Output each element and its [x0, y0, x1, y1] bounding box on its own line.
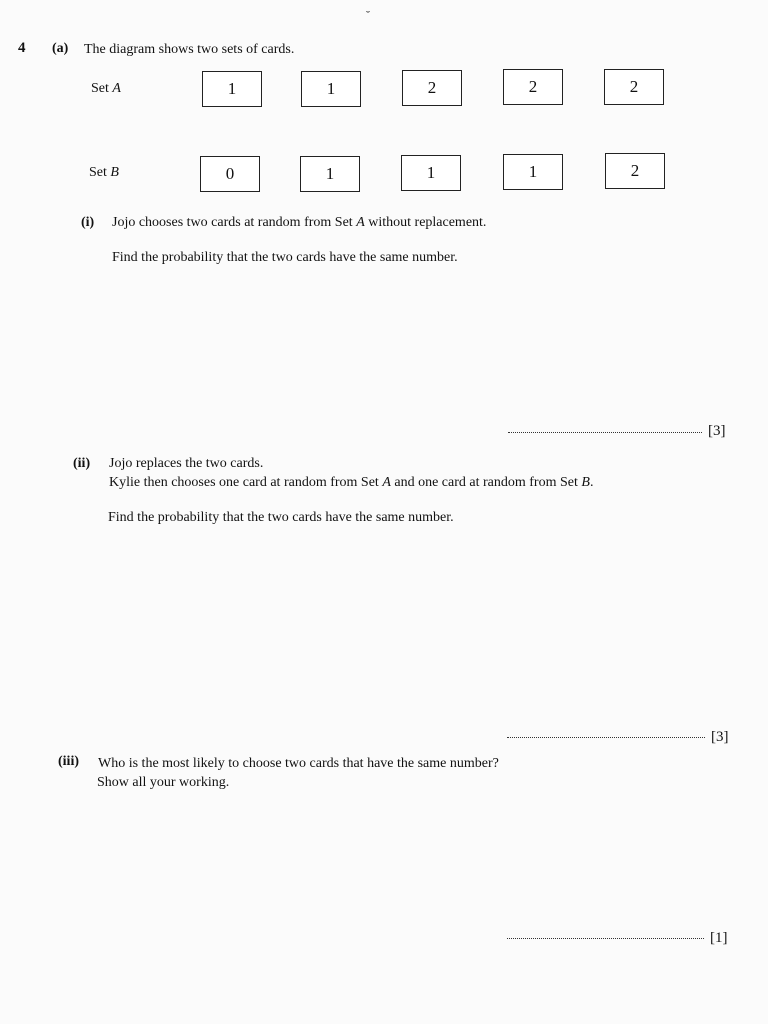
- set-b-card-2: 1: [300, 156, 360, 192]
- part-ii-marks: [3]: [711, 729, 729, 745]
- part-iii-instruction: Show all your working.: [97, 775, 230, 790]
- set-variable: B: [581, 475, 590, 490]
- part-iii-marks: [1]: [710, 930, 728, 946]
- set-label-prefix: Set: [91, 81, 113, 96]
- set-b-card-4: 1: [503, 154, 563, 190]
- text-segment: Kylie then chooses one card at random from Set: [109, 475, 383, 490]
- text-segment: .: [589, 475, 594, 490]
- part-ii-label: (ii): [73, 456, 91, 471]
- set-variable: A: [382, 475, 391, 490]
- question-intro: The diagram shows two sets of cards.: [84, 42, 295, 57]
- set-a-card-1: 1: [202, 71, 262, 107]
- set-a-card-4: 2: [503, 69, 563, 105]
- question-number: 4: [18, 40, 26, 56]
- part-ii-instruction: Find the probability that the two cards have the same number.: [108, 510, 454, 525]
- answer-line-ii[interactable]: [507, 737, 705, 738]
- part-i-marks: [3]: [708, 423, 726, 439]
- text-segment: Jojo chooses two cards at random from Set: [112, 215, 357, 230]
- set-a-card-3: 2: [402, 70, 462, 106]
- part-iii-question: Who is the most likely to choose two cards that have the same number?: [98, 756, 499, 771]
- part-i-instruction: Find the probability that the two cards have the same number.: [112, 250, 458, 265]
- set-b-card-1: 0: [200, 156, 260, 192]
- set-a-label: [91, 81, 121, 97]
- set-label-variable: B: [110, 165, 119, 180]
- set-variable: A: [356, 215, 365, 230]
- answer-line-iii[interactable]: [507, 938, 704, 939]
- set-a-card-2: 1: [301, 71, 361, 107]
- part-ii-line2: [109, 475, 593, 491]
- part-i-label: (i): [81, 215, 95, 230]
- text-segment: without replacement.: [364, 215, 487, 230]
- set-b-card-3: 1: [401, 155, 461, 191]
- set-label-variable: A: [112, 81, 121, 96]
- set-b-label: [89, 165, 119, 181]
- set-a-card-5: 2: [604, 69, 664, 105]
- part-i-text: [112, 215, 486, 231]
- part-iii-label: (iii): [58, 754, 79, 769]
- scan-mark: ˘: [366, 8, 370, 22]
- part-a-label: (a): [52, 41, 69, 56]
- set-label-prefix: Set: [89, 165, 111, 180]
- answer-line-i[interactable]: [508, 432, 702, 433]
- text-segment: and one card at random from Set: [390, 475, 582, 490]
- part-ii-line1: Jojo replaces the two cards.: [109, 456, 264, 471]
- set-b-card-5: 2: [605, 153, 665, 189]
